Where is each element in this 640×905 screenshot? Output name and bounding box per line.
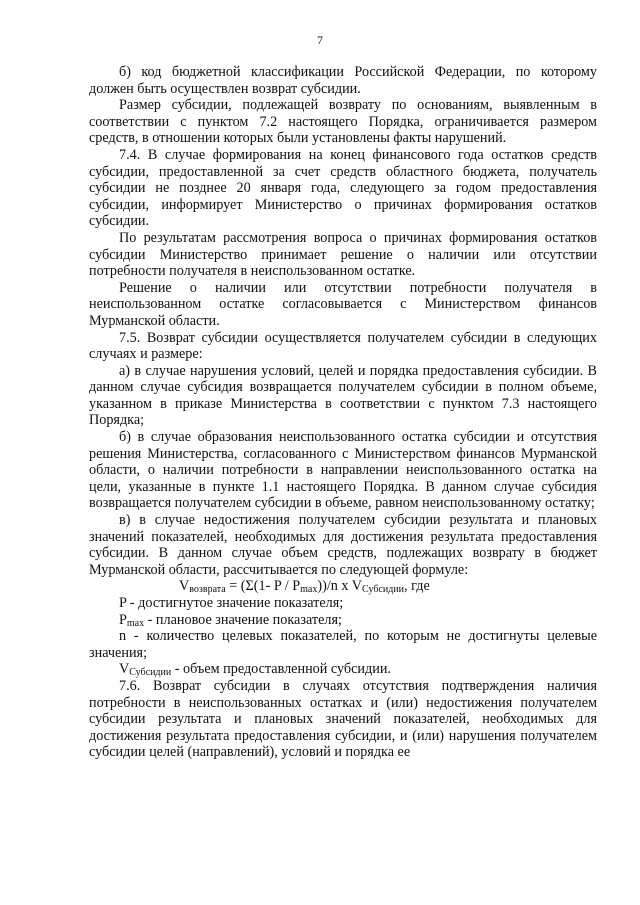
formula-v-subscript: возврата — [189, 584, 226, 596]
formula-v: V — [179, 578, 190, 595]
definition-vsub-text: - объем предоставленной субсидии. — [171, 661, 391, 678]
document-body — [89, 64, 597, 761]
formula-pmax-subscript: max — [300, 584, 318, 596]
paragraph: Решение о наличии или отсутствии потребности получателя в неиспользованном остатке согласовывается с Министерством финансов Мурманской области. — [89, 279, 597, 329]
definition-pmax-symbol: P — [119, 611, 127, 628]
definition-vsub-symbol: V — [119, 661, 130, 678]
definition-n: n - количество целевых показателей, по которым не достигнуты целевые значения; — [89, 628, 597, 661]
paragraph: 7.5. Возврат субсидии осуществляется получателем субсидии в следующих случаях и размере: — [89, 329, 597, 363]
paragraph: в) в случае недостижения получателем субсидии результата и плановых значений показателей, необходимых для достижения результата предоставления субсидии. В данном случае объем средств, подлежащих возврату в бюджет Мурманской области, рассчитывается по следующей формуле: — [89, 512, 597, 578]
definition-pmax-subscript: max — [126, 617, 145, 629]
definition-vsub-subscript: Субсидии — [129, 667, 172, 679]
page-number: 7 — [317, 33, 323, 47]
paragraph: По результатам рассмотрения вопроса о причинах формирования остатков субсидии Министерство принимает решение о наличии или отсутствии потребности получателя в неиспользованном остатке. — [89, 229, 597, 280]
formula-middle: = (Σ(1- P / P — [225, 578, 301, 595]
paragraph: Размер субсидии, подлежащей возврату по основаниям, выявленным в соответствии с пунктом 7.2 настоящего Порядка, ограничивается размером средств, в отношении которых были установлены факты нарушений. — [89, 97, 597, 147]
paragraph: б) код бюджетной классификации Российской Федерации, по которому должен быть осуществлен возврат субсидии. — [89, 64, 597, 97]
definition-vsub — [89, 661, 597, 678]
paragraph: 7.4. В случае формирования на конец финансового года остатков средств субсидии, предоставленной за счет средств областного бюджета, получатель субсидии не позднее 20 января года, следующего за годом предоставления субсидии, информирует Министерство о причинах формирования остатков субсидии. — [89, 146, 597, 230]
paragraph: 7.6. Возврат субсидии в случаях отсутствия подтверждения наличия потребности в неиспользованных остатках и (или) недостижения получателем субсидии результата и плановых значений показателей, необходимых для достижения результата предоставления субсидии, и (или) нарушения получателем субсидии целей (направлений), условий и порядка ее — [89, 677, 597, 761]
definition-pmax — [89, 612, 597, 629]
definition-p: P - достигнутое значение показателя; — [119, 595, 344, 611]
refund-formula — [89, 578, 597, 595]
paragraph: а) в случае нарушения условий, целей и порядка предоставления субсидии. В данном случае субсидия возвращается получателем субсидии в полном объеме, указанном в приказе Министерства в соответствии с пунктом 7.3 настоящего Порядка; — [89, 362, 597, 429]
formula-tail: ))/n x V — [317, 578, 363, 595]
definition-pmax-text: - плановое значение показателя; — [144, 611, 342, 628]
formula-vsub-subscript: Субсидии — [362, 584, 405, 596]
formula-end: , где — [404, 578, 430, 595]
paragraph: б) в случае образования неиспользованного остатка субсидии и отсутствия решения Министерства, согласованного с Министерством финансов Мурманской области, о наличии потребности в направлении неиспользованного остатка на цели, указанные в пункте 1.1 настоящего Порядка. В данном случае субсидия возвращается получателем субсидии в объеме, равном неиспользованному остатку; — [89, 429, 597, 512]
